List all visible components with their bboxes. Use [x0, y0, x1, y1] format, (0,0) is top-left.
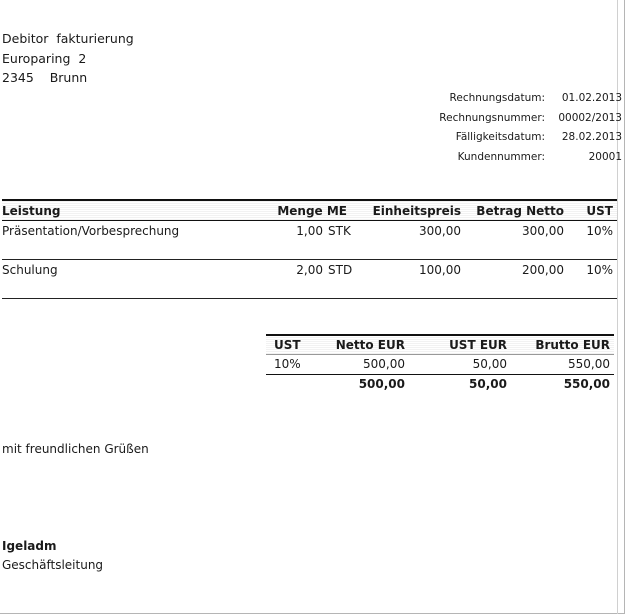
cell-me: STK: [328, 224, 351, 238]
meta-value: 01.02.2013: [561, 92, 622, 104]
recipient-address: [2, 29, 134, 88]
meta-row-rechnungsdatum: [420, 89, 622, 109]
cell-einheitspreis: 100,00: [419, 263, 461, 277]
table-row: [2, 221, 617, 260]
header-menge-me: Menge ME: [277, 204, 347, 218]
meta-row-kundennummer: [420, 148, 622, 168]
header-einheitspreis: Einheitspreis: [372, 204, 461, 218]
meta-value: 28.02.2013: [561, 131, 622, 143]
table-row: [266, 355, 614, 375]
meta-value: 00002/2013: [558, 111, 622, 124]
meta-label: Rechnungsnummer:: [439, 111, 545, 124]
meta-value: 20001: [588, 150, 622, 163]
cell-einheitspreis: 300,00: [419, 224, 461, 238]
recipient-name: Debitor fakturierung: [2, 31, 134, 46]
tax-summary-table: [266, 334, 614, 394]
cell-menge: 2,00: [296, 263, 323, 277]
closing-text: mit freundlichen Grüßen: [2, 442, 149, 456]
signature-role: Geschäftsleitung: [2, 558, 104, 572]
cell-betrag-netto: 300,00: [522, 224, 564, 238]
summary-header-row: [266, 334, 614, 355]
total-netto: 500,00: [358, 377, 405, 391]
header-ust: UST: [586, 204, 613, 218]
cell-leistung: Schulung: [2, 263, 58, 277]
summary-cell-brutto: 550,00: [568, 357, 610, 371]
cell-ust: 10%: [586, 263, 613, 277]
summary-header-netto: Netto EUR: [335, 338, 405, 352]
total-ust-eur: 50,00: [469, 377, 507, 391]
cell-me: STD: [328, 263, 353, 277]
summary-header-brutto: Brutto EUR: [535, 338, 610, 352]
invoice-meta: [420, 89, 622, 167]
cell-betrag-netto: 200,00: [522, 263, 564, 277]
summary-total-row: [266, 375, 614, 394]
summary-cell-ust: 10%: [274, 357, 301, 371]
positions-header-row: [2, 199, 617, 221]
header-leistung: Leistung: [2, 204, 61, 218]
table-row: [2, 260, 617, 299]
meta-label: Fälligkeitsdatum:: [455, 131, 545, 143]
summary-cell-ust-eur: 50,00: [472, 357, 507, 371]
cell-menge: 1,00: [296, 224, 323, 238]
meta-row-rechnungsnummer: [420, 109, 622, 129]
meta-row-faelligkeitsdatum: [420, 128, 622, 148]
signature-name: Igeladm: [2, 539, 57, 553]
meta-label: Rechnungsdatum:: [449, 92, 545, 104]
header-betrag-netto: Betrag Netto: [476, 204, 564, 218]
positions-table: [2, 199, 617, 299]
total-brutto: 550,00: [563, 377, 610, 391]
summary-cell-netto: 500,00: [363, 357, 405, 371]
summary-header-ust: UST: [274, 338, 301, 352]
cell-ust: 10%: [586, 224, 613, 238]
summary-header-ust-eur: UST EUR: [449, 338, 507, 352]
cell-leistung: Präsentation/Vorbesprechung: [2, 224, 180, 238]
meta-label: Kundennummer:: [457, 150, 545, 163]
recipient-street: Europaring 2: [2, 50, 87, 66]
recipient-city: 2345 Brunn: [2, 70, 88, 85]
